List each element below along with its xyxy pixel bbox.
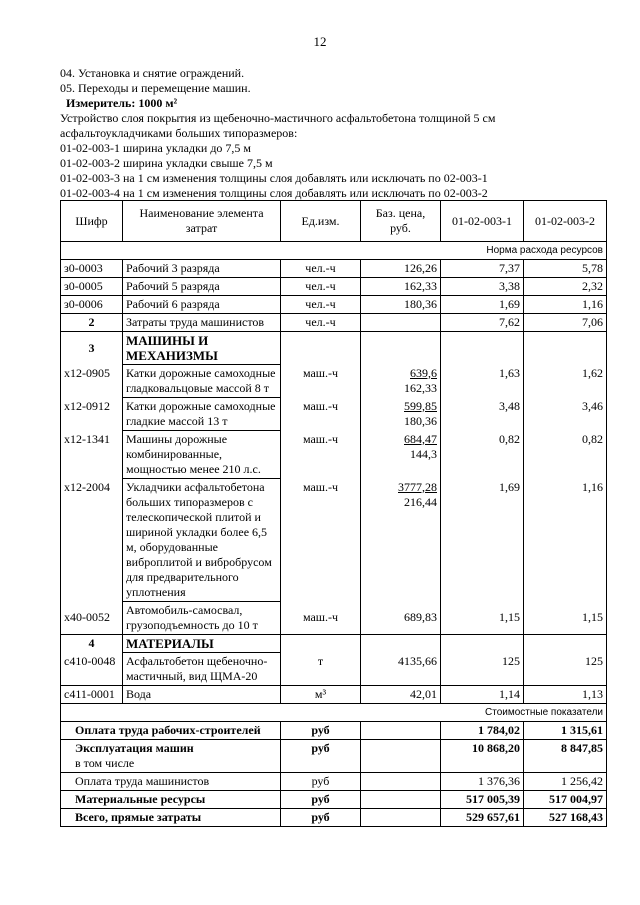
- empty-cell: [281, 635, 361, 653]
- table-row: [61, 653, 607, 686]
- code-line: 01-02-003-1 ширина укладки до 7,5 м: [60, 141, 252, 155]
- description-line: асфальтоукладчиками больших типоразмеров:: [60, 126, 298, 140]
- empty-cell: [524, 332, 607, 365]
- empty-cell: [281, 332, 361, 365]
- total-row: [61, 773, 607, 791]
- cell-v1: 125: [441, 653, 524, 686]
- cell-unit: маш.-ч: [281, 431, 361, 479]
- norm-label: Норма расхода ресурсов: [61, 242, 607, 260]
- section-row: [61, 635, 607, 653]
- total-v2: 1 315,61: [524, 722, 607, 740]
- table-row: [61, 296, 607, 314]
- resource-table: [60, 200, 607, 827]
- cell-code: х40-0052: [61, 602, 123, 635]
- cell-code: с410-0048: [61, 653, 123, 686]
- cell-price: [361, 365, 441, 398]
- table-row: [61, 365, 607, 398]
- total-v1: 1 784,02: [441, 722, 524, 740]
- cell-v1: 7,37: [441, 260, 524, 278]
- empty-cell: [361, 635, 441, 653]
- cell-name: Машины дорожные комбинированные, мощностью менее 210 л.с.: [123, 431, 281, 479]
- cell-price: [361, 479, 441, 602]
- total-v1: 1 376,36: [441, 773, 524, 791]
- cell-unit: м³: [281, 686, 361, 704]
- page-number: 12: [313, 34, 327, 49]
- cell-unit: маш.-ч: [281, 365, 361, 398]
- section-row: [61, 332, 607, 365]
- cell-code: с411-0001: [61, 686, 123, 704]
- step-line: 04. Установка и снятие ограждений.: [60, 66, 245, 80]
- cell-v1: 1,15: [441, 602, 524, 635]
- cell-v1: 1,69: [441, 479, 524, 602]
- header-price: Баз. цена, руб.: [361, 201, 441, 242]
- cell-unit: чел.-ч: [281, 260, 361, 278]
- empty-cell: [524, 635, 607, 653]
- section-code: 4: [61, 635, 123, 653]
- price-base: 3777,28: [398, 479, 437, 494]
- empty-cell: [441, 635, 524, 653]
- cell-code: з0-0003: [61, 260, 123, 278]
- header-code: Шифр: [61, 201, 123, 242]
- cell-price: [361, 314, 441, 332]
- table-row: [61, 431, 607, 479]
- cell-price: 42,01: [361, 686, 441, 704]
- cell-unit: чел.-ч: [281, 314, 361, 332]
- description-line: Устройство слоя покрытия из щебеночно-мастичного асфальтобетона толщиной 5 см: [60, 111, 496, 125]
- header-name: Наименование элемента затрат: [123, 201, 281, 242]
- total-name: Эксплуатация машин: [75, 741, 194, 755]
- total-unit: руб: [281, 791, 361, 809]
- cell-unit: чел.-ч: [281, 278, 361, 296]
- cell-price: 4135,66: [361, 653, 441, 686]
- cell-v2: 125: [524, 653, 607, 686]
- total-unit: руб: [281, 773, 361, 791]
- price-wage: 162,33: [404, 380, 437, 395]
- section-name: МАШИНЫ И МЕХАНИЗМЫ: [123, 332, 281, 365]
- section-code: 3: [61, 332, 123, 365]
- total-v1: 10 868,20: [441, 740, 524, 773]
- cell-v2: 1,13: [524, 686, 607, 704]
- total-row: [61, 809, 607, 827]
- cell-code: х12-0912: [61, 398, 123, 431]
- cell-v1: 3,38: [441, 278, 524, 296]
- table-row: [61, 686, 607, 704]
- cell-name: Катки дорожные самоходные гладковальцовые массой 8 т: [123, 365, 281, 398]
- empty-cell: [361, 722, 441, 740]
- total-row: [61, 722, 607, 740]
- price-wage: 180,36: [404, 413, 437, 428]
- price-base: 599,85: [404, 398, 437, 413]
- section-name: МАТЕРИАЛЫ: [123, 635, 281, 653]
- total-v2: 1 256,42: [524, 773, 607, 791]
- cell-v1: 7,62: [441, 314, 524, 332]
- header-col2: 01-02-003-2: [524, 201, 607, 242]
- cell-name: Рабочий 3 разряда: [123, 260, 281, 278]
- price-wage: 144,3: [410, 446, 437, 461]
- cell-name: Рабочий 5 разряда: [123, 278, 281, 296]
- empty-cell: [361, 740, 441, 773]
- cell-name: Укладчики асфальтобетона больших типоразмеров с телескопической плитой и шириной укладки более 6,5 м, оборудованные виброплитой и вибробрусом для предварительного уплотнения: [123, 479, 281, 602]
- total-unit: руб: [281, 740, 361, 773]
- step-line: 05. Переходы и перемещение машин.: [60, 81, 251, 95]
- total-v2: 8 847,85: [524, 740, 607, 773]
- code-line: 01-02-003-3 на 1 см изменения толщины слоя добавлять или исключать по 02-003-1: [60, 171, 488, 185]
- cell-unit: т: [281, 653, 361, 686]
- cell-code: х12-0905: [61, 365, 123, 398]
- empty-cell: [441, 332, 524, 365]
- cell-price: 162,33: [361, 278, 441, 296]
- cell-code: х12-1341: [61, 431, 123, 479]
- cell-v2: 7,06: [524, 314, 607, 332]
- cell-v2: 1,62: [524, 365, 607, 398]
- total-v2: 527 168,43: [524, 809, 607, 827]
- cell-v1: 0,82: [441, 431, 524, 479]
- cell-code: з0-0005: [61, 278, 123, 296]
- total-note: в том числе: [75, 756, 135, 770]
- cell-v1: 1,63: [441, 365, 524, 398]
- cell-price: 689,83: [361, 602, 441, 635]
- cell-v2: 2,32: [524, 278, 607, 296]
- total-row: [61, 791, 607, 809]
- cell-name: Автомобиль-самосвал, грузоподъемность до 10 т: [123, 602, 281, 635]
- code-line: 01-02-003-4 на 1 см изменения толщины слоя добавлять или исключать по 02-003-2: [60, 186, 488, 200]
- table-row: [61, 278, 607, 296]
- table-row: [61, 398, 607, 431]
- cell-price: [361, 431, 441, 479]
- total-name: Оплата труда машинистов: [61, 773, 281, 791]
- total-name: Материальные ресурсы: [61, 791, 281, 809]
- table-header-row: [61, 201, 607, 242]
- table-row: [61, 314, 607, 332]
- measure-line: Измеритель: 1000 м²: [66, 96, 178, 110]
- total-v1: 517 005,39: [441, 791, 524, 809]
- table-row: [61, 602, 607, 635]
- cell-name: Затраты труда машинистов: [123, 314, 281, 332]
- total-v1: 529 657,61: [441, 809, 524, 827]
- cell-v2: 3,46: [524, 398, 607, 431]
- total-name: Всего, прямые затраты: [61, 809, 281, 827]
- total-unit: руб: [281, 722, 361, 740]
- cell-v1: 1,69: [441, 296, 524, 314]
- code-line: 01-02-003-2 ширина укладки свыше 7,5 м: [60, 156, 273, 170]
- cell-name: Асфальтобетон щебеночно-мастичный, вид ЩМА-20: [123, 653, 281, 686]
- intro-block: [60, 66, 620, 201]
- cost-label-row: [61, 704, 607, 722]
- norm-label-row: [61, 242, 607, 260]
- total-row: [61, 740, 607, 773]
- cell-price: 126,26: [361, 260, 441, 278]
- cost-label: Стоимостные показатели: [61, 704, 607, 722]
- cell-code: з0-0006: [61, 296, 123, 314]
- cell-price: [361, 398, 441, 431]
- cell-code: х12-2004: [61, 479, 123, 602]
- table-row: [61, 479, 607, 602]
- cell-v2: 1,15: [524, 602, 607, 635]
- empty-cell: [361, 773, 441, 791]
- cell-unit: маш.-ч: [281, 398, 361, 431]
- cell-v2: 1,16: [524, 296, 607, 314]
- price-base: 684,47: [404, 431, 437, 446]
- empty-cell: [361, 791, 441, 809]
- total-v2: 517 004,97: [524, 791, 607, 809]
- cell-v2: 5,78: [524, 260, 607, 278]
- price-wage: 216,44: [404, 494, 437, 509]
- empty-cell: [361, 809, 441, 827]
- table-row: [61, 260, 607, 278]
- cell-v2: 0,82: [524, 431, 607, 479]
- cell-v1: 1,14: [441, 686, 524, 704]
- cell-name: Катки дорожные самоходные гладкие массой 13 т: [123, 398, 281, 431]
- empty-cell: [361, 332, 441, 365]
- cell-unit: чел.-ч: [281, 296, 361, 314]
- cell-price: 180,36: [361, 296, 441, 314]
- header-unit: Ед.изм.: [281, 201, 361, 242]
- total-name: Оплата труда рабочих-строителей: [61, 722, 281, 740]
- total-name-cell: [61, 740, 281, 773]
- cell-code: 2: [61, 314, 123, 332]
- cell-unit: маш.-ч: [281, 602, 361, 635]
- cell-name: Рабочий 6 разряда: [123, 296, 281, 314]
- cell-v1: 3,48: [441, 398, 524, 431]
- price-base: 639,6: [410, 365, 437, 380]
- cell-name: Вода: [123, 686, 281, 704]
- total-unit: руб: [281, 809, 361, 827]
- cell-v2: 1,16: [524, 479, 607, 602]
- cell-unit: маш.-ч: [281, 479, 361, 602]
- header-col1: 01-02-003-1: [441, 201, 524, 242]
